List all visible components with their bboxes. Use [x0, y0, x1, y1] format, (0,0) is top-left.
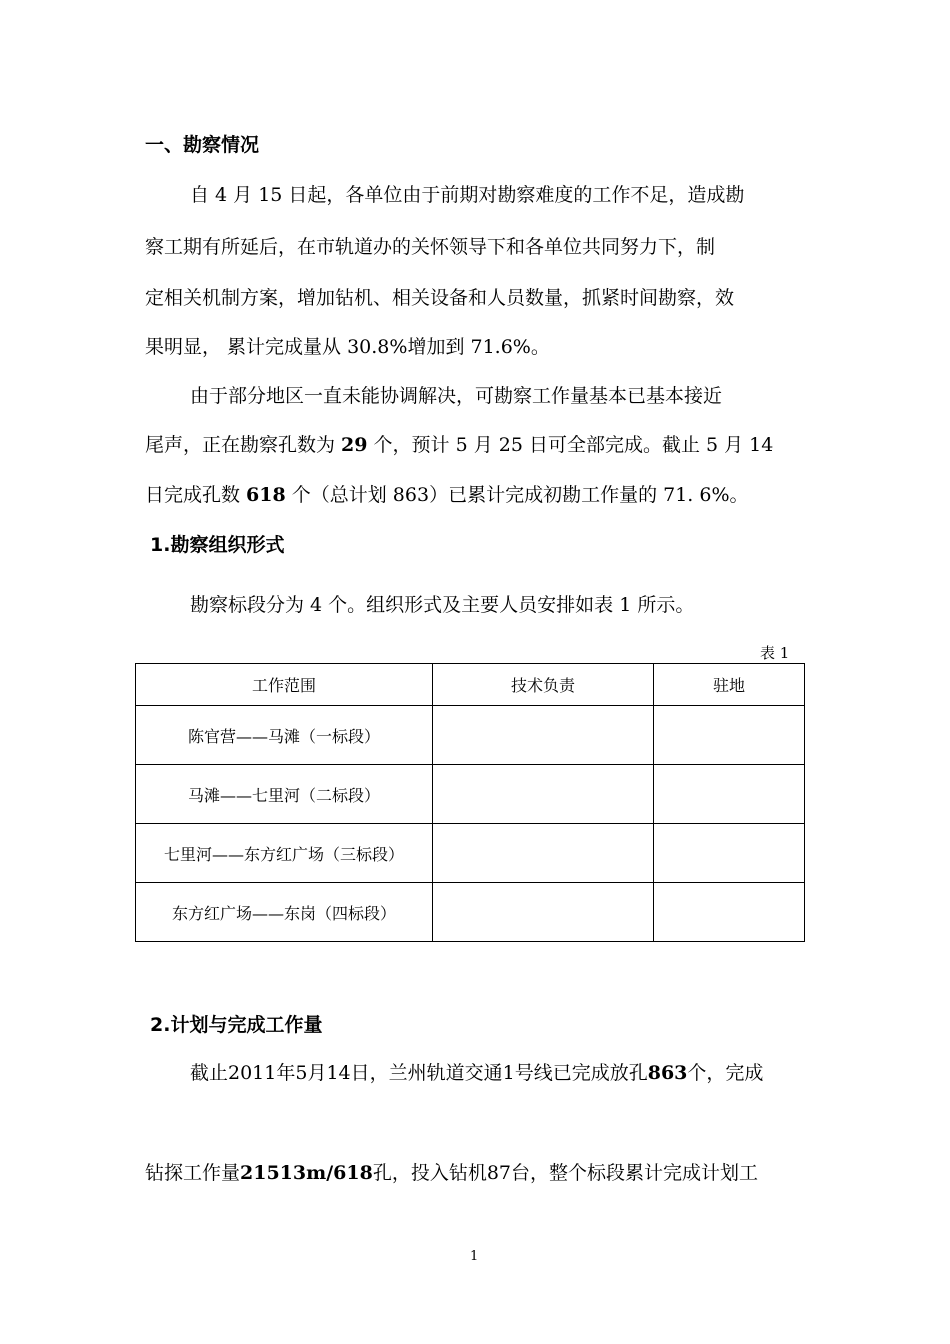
- cell-station: [654, 765, 805, 824]
- workload-drilling-amount: 21513m/618: [240, 1162, 373, 1184]
- cell-tech-lead: [433, 706, 654, 765]
- subheading-workload: 2.计划与完成工作量: [150, 1014, 323, 1036]
- workload-line1-a: 截止2011年5月14日，兰州轨道交通1号线已完成放孔: [190, 1062, 648, 1084]
- para1-line2: 察工期有所延后，在市轨道办的关怀领导下和各单位共同努力下，制: [145, 236, 716, 258]
- workload-line1-c: 个，完成: [687, 1062, 764, 1084]
- cell-station: [654, 883, 805, 942]
- table-row: [136, 883, 805, 942]
- table-row: [136, 824, 805, 883]
- para2-completed-count: 618: [246, 484, 286, 506]
- para2-line2: [145, 430, 773, 457]
- cell-scope: 东方红广场——东岗（四标段）: [136, 883, 433, 942]
- header-work-scope: 工作范围: [136, 664, 433, 706]
- cell-tech-lead: [433, 824, 654, 883]
- para2-line3-a: 日完成孔数: [145, 484, 247, 506]
- cell-scope: 陈官营——马滩（一标段）: [136, 706, 433, 765]
- cell-station: [654, 824, 805, 883]
- organization-table: [135, 663, 805, 942]
- subheading-organization: 1.勘察组织形式: [150, 534, 285, 556]
- para1-line1: 自 4 月 15 日起，各单位由于前期对勘察难度的工作不足，造成勘: [190, 184, 745, 206]
- para2-line1: 由于部分地区一直未能协调解决，可勘察工作量基本已基本接近: [190, 385, 723, 407]
- para2-line2-a: 尾声，正在勘察孔数为: [145, 434, 342, 456]
- workload-line1: [190, 1058, 763, 1085]
- organization-para: 勘察标段分为 4 个。组织形式及主要人员安排如表 1 所示。: [190, 594, 695, 616]
- para1-line4: 果明显， 累计完成量从 30.8%增加到 71.6%。: [145, 336, 550, 358]
- cell-scope: 马滩——七里河（二标段）: [136, 765, 433, 824]
- para2-line2-c: 个，预计 5 月 25 日可全部完成。截止 5 月 14: [367, 434, 774, 456]
- para2-line3-c: 个（总计划 863）已累计完成初勘工作量的 71. 6%。: [285, 484, 749, 506]
- workload-line2-c: 孔，投入钻机87台，整个标段累计完成计划工: [372, 1162, 759, 1184]
- workload-line2-a: 钻探工作量: [145, 1162, 241, 1184]
- para1-line3: 定相关机制方案，增加钻机、相关设备和人员数量，抓紧时间勘察，效: [145, 287, 735, 309]
- cell-station: [654, 706, 805, 765]
- workload-holes-placed: 863: [647, 1062, 688, 1084]
- table-caption: 表 1: [760, 644, 790, 662]
- para2-line3: [145, 480, 749, 507]
- table-row: [136, 706, 805, 765]
- section-heading-survey: 一、勘察情况: [145, 134, 260, 156]
- table-row: [136, 765, 805, 824]
- workload-line2: [145, 1158, 758, 1185]
- header-station: 驻地: [654, 664, 805, 706]
- header-tech-lead: 技术负责: [433, 664, 654, 706]
- cell-scope: 七里河——东方红广场（三标段）: [136, 824, 433, 883]
- cell-tech-lead: [433, 883, 654, 942]
- para2-drilling-count: 29: [341, 434, 368, 456]
- page-number: 1: [470, 1249, 479, 1264]
- table-header-row: [136, 664, 805, 706]
- cell-tech-lead: [433, 765, 654, 824]
